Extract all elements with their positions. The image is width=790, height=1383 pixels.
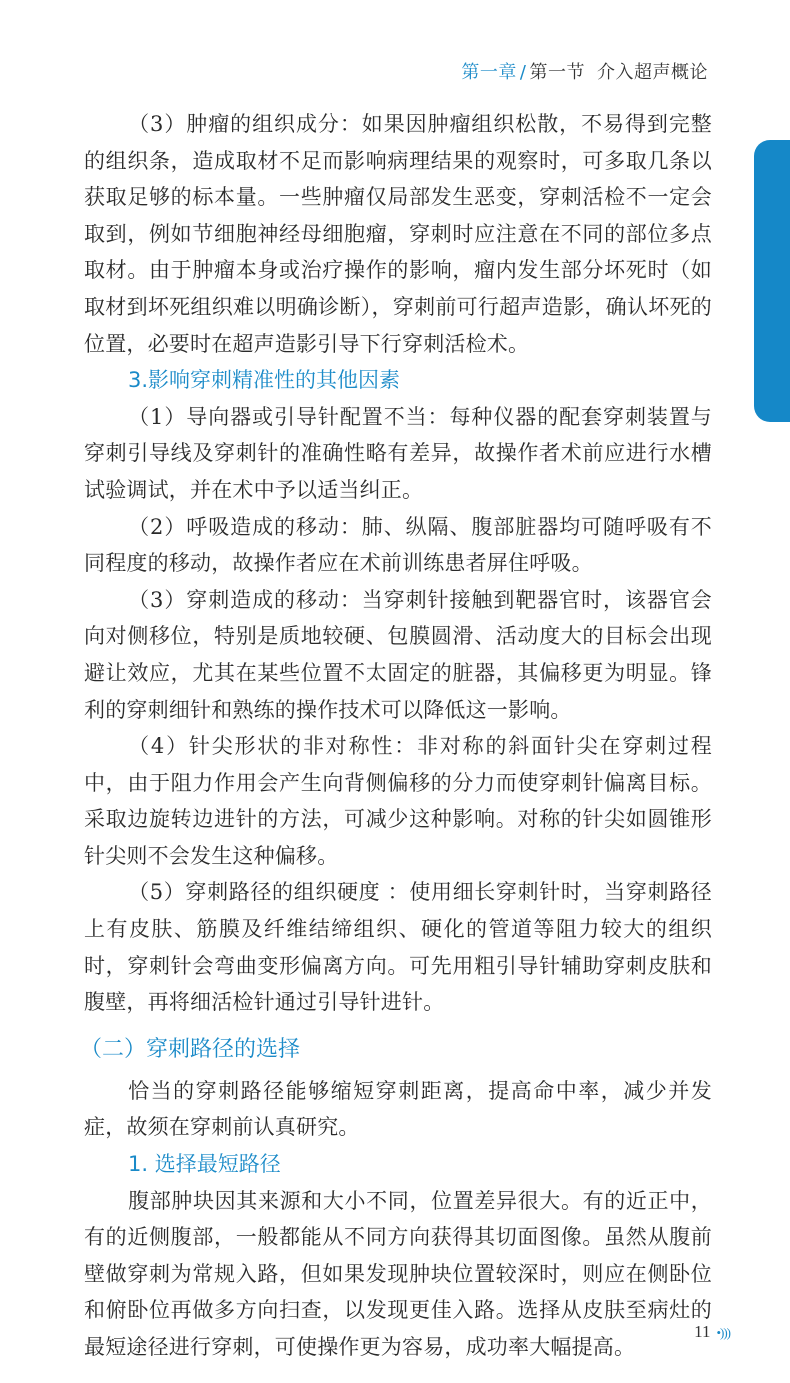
sound-wave-icon: •))) <box>716 1325 730 1340</box>
header-separator: / <box>519 62 527 83</box>
page-footer <box>694 1322 730 1342</box>
section-label: 第一节 <box>529 62 585 83</box>
page-body <box>80 106 712 1366</box>
paragraph-path-intro: 恰当的穿刺路径能够缩短穿刺距离，提高命中率，减少并发症，故须在穿刺前认真研究。 <box>84 1078 712 1140</box>
paragraph-tissue-hardness: （5）穿刺路径的组织硬度 ：使用细长穿刺针时，当穿刺路径上有皮肤、筋膜及纤维结缔组织、硬化的管道等阻力较大的组织时，穿刺针会弯曲变形偏离方向。可先用粗引导针辅助穿刺皮肤和腹壁，再将细活检针通过引导针进针。 <box>84 880 712 1015</box>
paragraph-guide-config: （1）导向器或引导针配置不当：每种仪器的配套穿刺装置与穿刺引导线及穿刺针的准确性略有差异，故操作者术前应进行水槽试验调试，并在术中予以适当纠正。 <box>84 404 712 502</box>
paragraph-tumor-composition: （3）肿瘤的组织成分：如果因肿瘤组织松散，不易得到完整的组织条，造成取材不足而影响病理结果的观察时，可多取几条以获取足够的标本量。一些肿瘤仅局部发生恶变，穿刺活检不一定会取到，例如节细胞神经母细胞瘤，穿刺时应注意在不同的部位多点取材。由于肿瘤本身或治疗操作的影响，瘤内发生部分坏死时（如取材到坏死组织难以明确诊断），穿刺前可行超声造影，确认坏死的位置，必要时在超声造影引导下行穿刺活检术。 <box>84 112 712 356</box>
chapter-label: 第一章 <box>461 62 517 83</box>
paragraph-needle-tip: （4）针尖形状的非对称性：非对称的斜面针尖在穿刺过程中，由于阻力作用会产生向背侧偏移的分力而使穿刺针偏离目标。采取边旋转边进针的方法，可减少这种影响。对称的针尖如圆锥形针尖则不会发生这种偏移。 <box>84 734 712 868</box>
subheading-other-factors: 3.影响穿刺精准性的其他因素 <box>128 368 401 393</box>
side-thumb-tab <box>754 140 790 422</box>
paragraph-breathing: （2）呼吸造成的移动：肺、纵隔、腹部脏器均可随呼吸有不同程度的移动，故操作者应在术前训练患者屏住呼吸。 <box>84 514 712 576</box>
paragraph-puncture-movement: （3）穿刺造成的移动：当穿刺针接触到靶器官时，该器官会向对侧移位，特别是质地较硬、包膜圆滑、活动度大的目标会出现避让效应，尤其在某些位置不太固定的脏器，其偏移更为明显。锋利的穿刺细针和熟练的操作技术可以降低这一影响。 <box>84 587 712 722</box>
paragraph-shortest-path: 腹部肿块因其来源和大小不同，位置差异很大。有的近正中，有的近侧腹部，一般都能从不同方向获得其切面图像。虽然从腹前壁做穿刺为常规入路，但如果发现肿块位置较深时，则应在侧卧位和俯卧位再做多方向扫查，以发现更佳入路。选择从皮肤至病灶的最短途径进行穿刺，可使操作更为容易，成功率大幅提高。 <box>84 1188 712 1359</box>
running-header <box>461 58 708 84</box>
section-heading-path-selection: （二）穿刺路径的选择 <box>80 1036 301 1062</box>
page-number: 11 <box>694 1322 711 1341</box>
chapter-title: 介入超声概论 <box>597 62 708 83</box>
subheading-shortest-path: 1. 选择最短路径 <box>128 1152 281 1177</box>
